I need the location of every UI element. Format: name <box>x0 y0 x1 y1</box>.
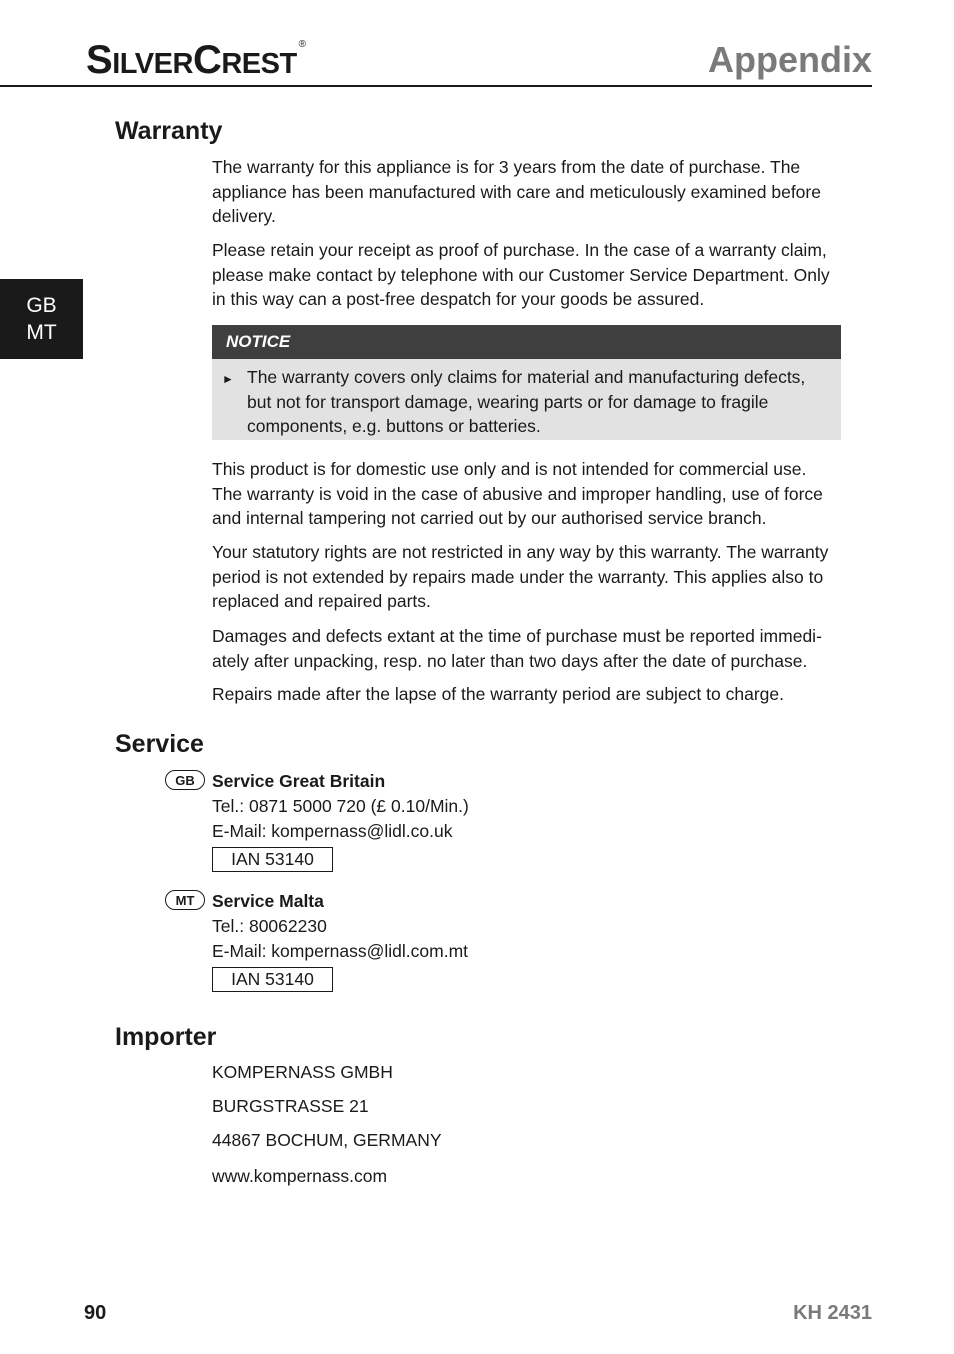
brand-logo: SILVERCREST® <box>86 38 306 82</box>
warranty-paragraph-1: The warranty for this appliance is for 3 years from the date of purchase. The appliance has been manufactured with care and meticulously examined before delivery. <box>212 157 821 226</box>
importer-city: 44867 BOCHUM, GERMANY <box>212 1130 442 1150</box>
registered-mark: ® <box>298 39 306 50</box>
header-divider <box>0 85 872 87</box>
notice-box <box>212 325 841 440</box>
importer-heading: Importer <box>115 1023 217 1051</box>
service-mt-title: Service Malta <box>212 891 324 911</box>
notice-content <box>212 359 841 439</box>
warranty-heading: Warranty <box>115 117 223 145</box>
warranty-paragraph-5: Damages and defects extant at the time of purchase must be reported immedi-ately after unpacking, resp. no later than two days after the date of purchase. <box>212 626 822 671</box>
warranty-paragraph-3: This product is for domestic use only and is not intended for commercial use. The warranty is void in the case of abusive and improper handling, use of force and internal tampering not carried out by our authorised service branch. <box>212 459 823 528</box>
service-mt-ian: IAN 53140 <box>212 967 333 992</box>
warranty-paragraph-2: Please retain your receipt as proof of purchase. In the case of a warranty claim, please make contact by telephone with our Customer Service Department. Only in this way can a post-free despatch for your goods be assured. <box>212 240 830 309</box>
mt-country-badge-icon: MT <box>165 890 205 910</box>
service-gb-email: E-Mail: kompernass@lidl.co.uk <box>212 821 453 841</box>
page-title: Appendix <box>707 39 872 80</box>
model-number: KH 2431 <box>793 1302 872 1324</box>
notice-label: NOTICE <box>212 325 841 359</box>
language-tab-mt: MT <box>26 321 57 344</box>
notice-text: The warranty covers only claims for material and manufacturing defects, but not for transport damage, wearing parts or for damage to fragile components, e.g. buttons or batteries. <box>247 367 806 436</box>
importer-street: BURGSTRASSE 21 <box>212 1096 369 1116</box>
service-mt-phone: Tel.: 80062230 <box>212 916 327 936</box>
service-gb-phone: Tel.: 0871 5000 720 (£ 0.10/Min.) <box>212 796 469 816</box>
language-tab <box>0 279 83 359</box>
bullet-arrow-icon: ► <box>222 372 234 386</box>
service-heading: Service <box>115 730 204 758</box>
gb-country-badge-icon: GB <box>165 770 205 790</box>
service-gb-title: Service Great Britain <box>212 771 386 791</box>
service-mt-email: E-Mail: kompernass@lidl.com.mt <box>212 941 469 961</box>
page-number: 90 <box>84 1302 107 1324</box>
importer-website: www.kompernass.com <box>212 1166 388 1186</box>
importer-company: KOMPERNASS GMBH <box>212 1062 393 1082</box>
warranty-paragraph-6: Repairs made after the lapse of the warranty period are subject to charge. <box>212 684 784 704</box>
service-gb-ian: IAN 53140 <box>212 847 333 872</box>
language-tab-gb: GB <box>26 294 57 317</box>
warranty-paragraph-4: Your statutory rights are not restricted in any way by this warranty. The warranty period is not extended by repairs made under the warranty. This applies also to replaced and repaired parts. <box>212 542 829 611</box>
